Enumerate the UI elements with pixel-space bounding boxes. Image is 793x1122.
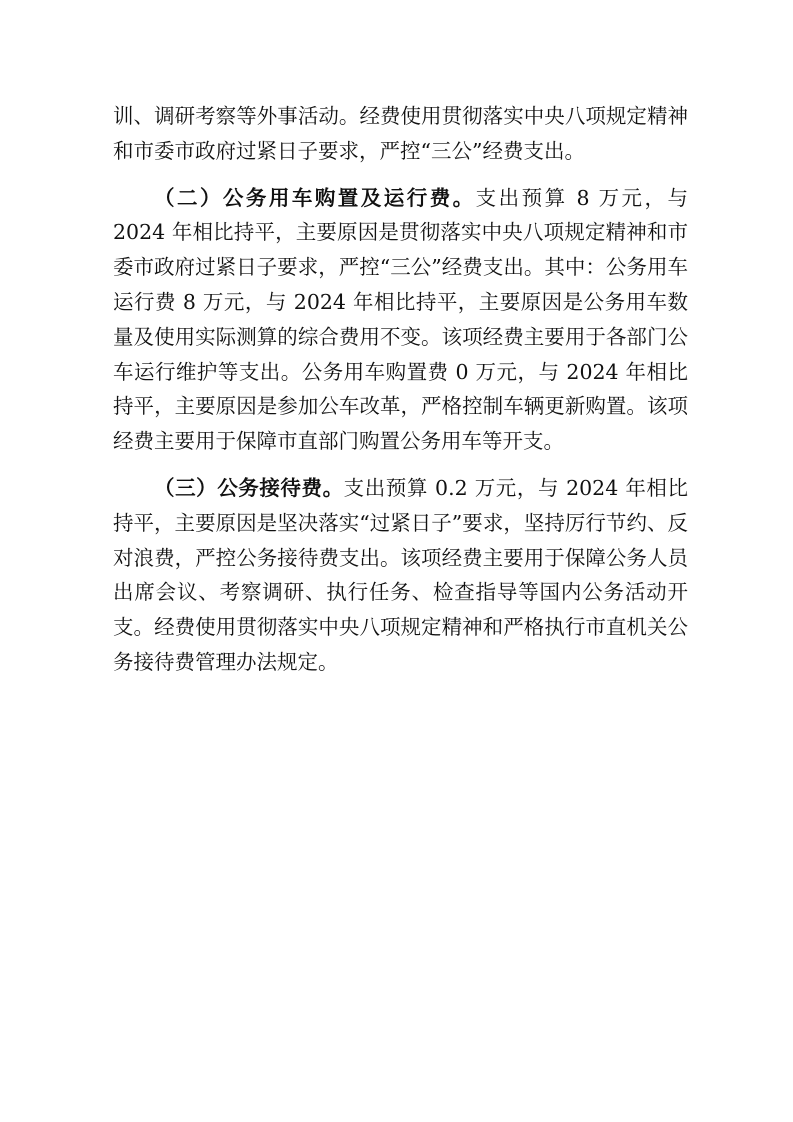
section-heading-reception: （三）公务接待费。 — [154, 475, 344, 500]
paragraph-text: 支出预算 0.2 万元，与 2024 年相比持平，主要原因是坚决落实“过紧日子”要求，坚持厉行节约、反对浪费，严控公务接待费支出。该项经费主要用于保障公务人员出席会议、考察调研、执行任务、检查指导等国内公务活动开支。经费使用贯彻落实中央八项规定精神和严格执行市直机关公务接待费管理办法规定。 — [113, 475, 689, 674]
paragraph-text: 支出预算 8 万元，与 2024 年相比持平，主要原因是贯彻落实中央八项规定精神和市委市政府过紧日子要求，严控“三公”经费支出。其中：公务用车运行费 8 万元，与 2024 年相比持平，主要原因是公务用车数量及使用实际测算的综合费用不变。该项经费主要用于各部门公车运行维护等支出。公务用车购置费 0 万元，与 2024 年相比持平，主要原因是参加公车改革，严格控制车辆更新购置。该项经费主要用于保障市直部门购置公务用车等开支。 — [113, 185, 689, 454]
section-heading-vehicle: （二）公务用车购置及运行费。 — [154, 185, 476, 210]
paragraph-text: 训、调研考察等外事活动。经费使用贯彻落实中央八项规定精神和市委市政府过紧日子要求，严控“三公”经费支出。 — [113, 104, 688, 163]
paragraph-vehicle-costs — [113, 181, 688, 459]
paragraph-reception-costs — [113, 471, 688, 680]
document-body — [113, 99, 688, 680]
paragraph-continuation — [113, 99, 688, 169]
